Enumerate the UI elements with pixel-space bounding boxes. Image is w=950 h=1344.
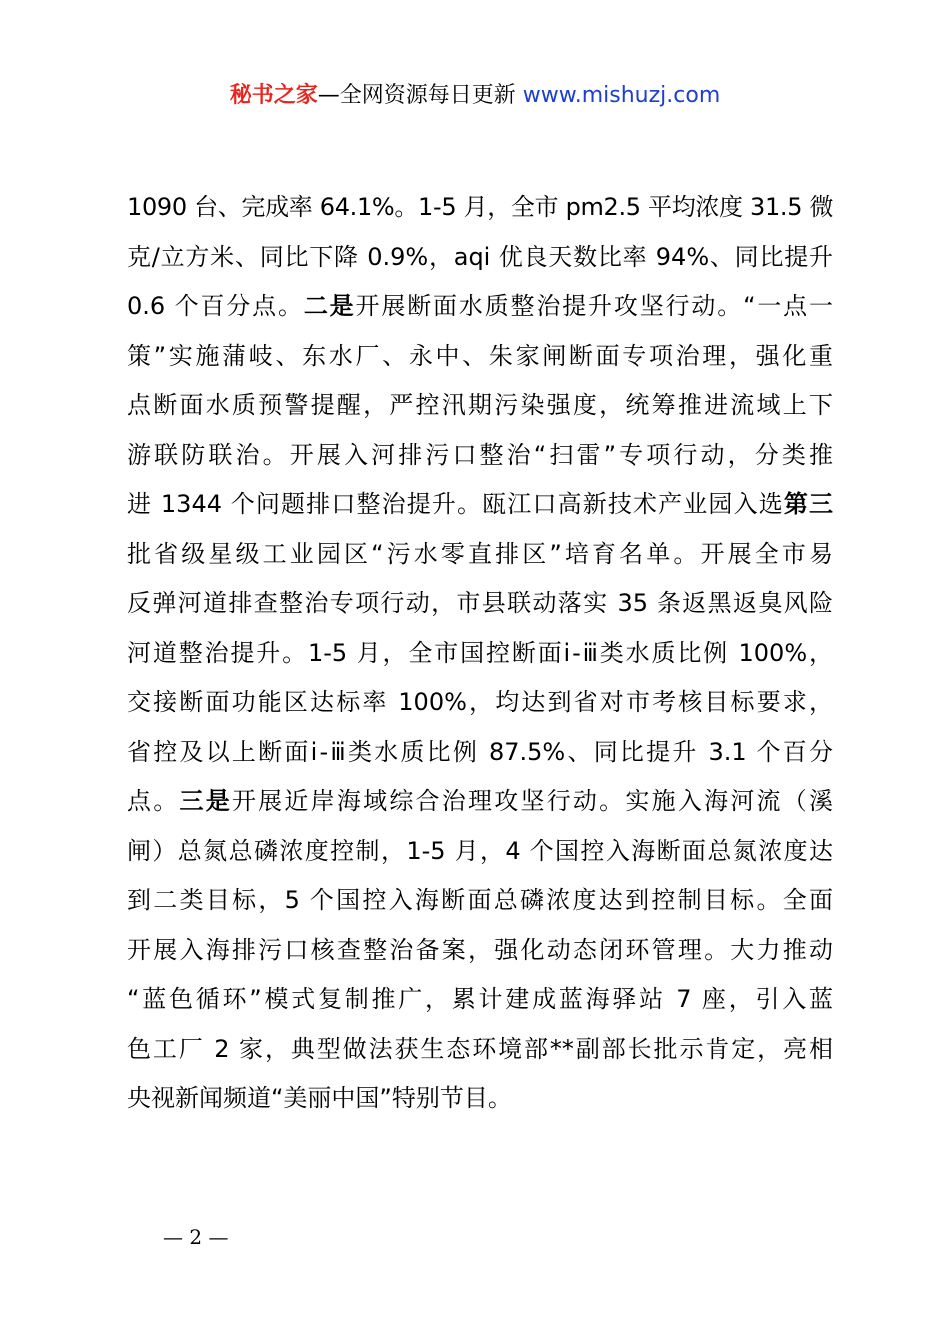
text-line: 央视新闻频道“美丽中国”特别节目。 [127,1084,512,1112]
text-line: 省控及以上断面ⅰ-ⅲ类水质比例 87.5%、同比提升 3.1 个百分 [127,737,833,766]
text-line: 进 1344 个问题排口整治提升。瓯江口高新技术产业园入选第三 [127,490,833,518]
text-line: 批省级星级工业园区“污水零直排区”培育名单。开展全市易 [127,539,833,568]
text-line: 色工厂 2 家，典型做法获生态环境部**副部长批示肯定，亮相 [127,1034,833,1063]
text-line: 开展入海排污口核查整治备案，强化动态闭环管理。大力推动 [127,935,833,964]
text-line: “蓝色循环”模式复制推广，累计建成蓝海驿站 7 座，引入蓝 [127,985,833,1013]
text-line: 闸）总氮总磷浓度控制，1-5 月，4 个国控入海断面总氮浓度达 [127,836,833,865]
section-marker-3: 三是 [179,787,232,815]
text-line: 反弹河道排查整治专项行动，市县联动落实 35 条返黑返臭风险 [127,589,833,617]
site-url-link[interactable]: www.mishuzj.com [522,83,721,108]
text-line: 0.6 个百分点。二是开展断面水质整治提升攻坚行动。“一点一 [127,292,834,320]
text-line: 河道整治提升。1-5 月，全市国控断面ⅰ-ⅲ类水质比例 100%， [127,638,833,667]
text-line: 克/立方米、同比下降 0.9%，aqi 优良天数比率 94%、同比提升 [127,242,833,271]
bold-text: 第三 [783,490,833,518]
text-line: 策”实施蒲岐、东水厂、永中、朱家闸断面专项治理，强化重 [127,341,833,370]
brand-name: 秘书之家 [229,83,318,108]
text-line: 点。三是开展近岸海域综合治理攻坚行动。实施入海河流（溪 [127,787,834,815]
header-slogan: —全网资源每日更新 [317,83,523,108]
text-line: 交接断面功能区达标率 100%，均达到省对市考核目标要求， [127,688,833,716]
section-marker-2: 二是 [303,292,356,320]
site-header [0,80,950,112]
body-text [127,183,833,1124]
text-line: 游联防联治。开展入河排污口整治“扫雷”专项行动，分类推 [127,440,833,469]
text-line: 到二类目标，5 个国控入海断面总磷浓度达到控制目标。全面 [127,886,833,914]
text-line: 点断面水质预警提醒，严控汛期污染强度，统筹推进流域上下 [127,391,833,419]
text-line: 1090 台、完成率 64.1%。1-5 月，全市 pm2.5 平均浓度 31.5 微 [127,193,834,221]
page-number: — 2 — [163,1225,229,1249]
